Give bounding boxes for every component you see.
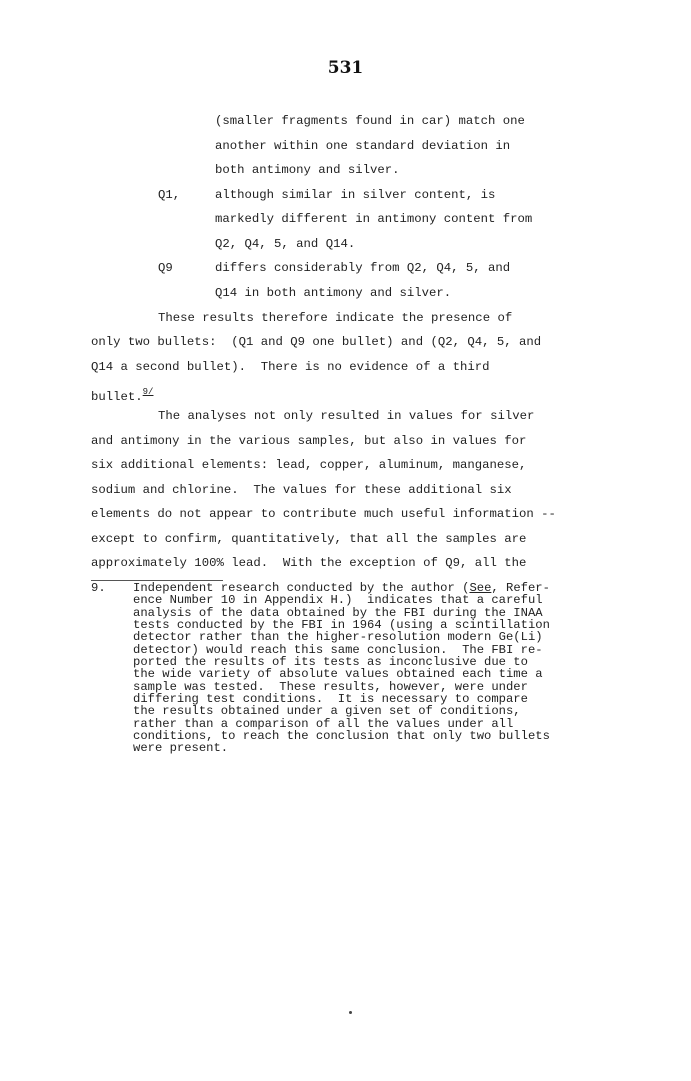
body-line: approximately 100% lead. With the exception of Q9, all the xyxy=(91,556,527,570)
footnote-line: , Refer- xyxy=(491,581,550,595)
footnote-line: ported the results of its tests as inconclusive due to xyxy=(133,655,528,670)
body-line: six additional elements: lead, copper, aluminum, manganese, xyxy=(91,458,527,472)
body-line: although similar in silver content, is xyxy=(215,188,496,202)
body-line: (smaller fragments found in car) match one xyxy=(215,114,525,128)
footnote-line: detector rather than the higher-resolution modern Ge(Li) xyxy=(133,630,543,645)
footnote-line: the results obtained under a given set of conditions, xyxy=(133,704,521,719)
footnote-text xyxy=(133,582,550,755)
body-line: only two bullets: (Q1 and Q9 one bullet) and (Q2, Q4, 5, and xyxy=(91,335,542,349)
footnote-line: sample was tested. These results, however, were under xyxy=(133,679,528,694)
footnote-line: the wide variety of absolute values obtained each time a xyxy=(133,667,543,682)
body-line: Q14 in both antimony and silver. xyxy=(215,286,452,300)
footnote-line: analysis of the data obtained by the FBI during the INAA xyxy=(133,605,543,620)
footnote-line: ence Number 10 in Appendix H.) indicates that a careful xyxy=(133,593,543,608)
footnote-line: Independent research conducted by the author ( xyxy=(133,581,470,595)
body-line: and antimony in the various samples, but also in values for xyxy=(91,434,527,448)
item-label-q9: Q9 xyxy=(158,261,173,275)
page-number: 531 xyxy=(327,58,364,78)
body-line: sodium and chlorine. The values for these additional six xyxy=(91,483,512,497)
body-line: both antimony and silver. xyxy=(215,163,400,177)
body-line: These results therefore indicate the presence of xyxy=(158,311,513,325)
body-line: Q14 a second bullet). There is no evidence of a third xyxy=(91,360,490,374)
footnote-line: conditions, to reach the conclusion that only two bullets xyxy=(133,729,550,744)
footnote-reference: 9/ xyxy=(142,387,154,397)
body-line: elements do not appear to contribute much useful information -- xyxy=(91,507,556,521)
body-line: The analyses not only resulted in values for silver xyxy=(158,409,535,423)
body-line: Q2, Q4, 5, and Q14. xyxy=(215,237,356,251)
footnote-line: tests conducted by the FBI in 1964 (using a scintillation xyxy=(133,618,550,633)
footnote-line: differing test conditions. It is necessary to compare xyxy=(133,692,528,707)
footnote-number: 9. xyxy=(91,581,106,595)
body-line: except to confirm, quantitatively, that all the samples are xyxy=(91,532,527,546)
footnote-line: rather than a comparison of all the values under all xyxy=(133,716,514,731)
item-label-q1: Q1, xyxy=(158,188,181,202)
footnote-line: detector) would reach this same conclusion. The FBI re- xyxy=(133,642,543,657)
scan-speck xyxy=(349,1011,352,1014)
footnote-emphasis: See xyxy=(469,581,492,595)
footnote xyxy=(91,581,550,756)
body-line-text: bullet. xyxy=(91,390,143,404)
body-line xyxy=(91,385,153,404)
body-line: another within one standard deviation in xyxy=(215,139,511,153)
body-line: differs considerably from Q2, Q4, 5, and xyxy=(215,261,511,275)
footnote-line: were present. xyxy=(133,741,229,756)
body-line: markedly different in antimony content from xyxy=(215,212,533,226)
